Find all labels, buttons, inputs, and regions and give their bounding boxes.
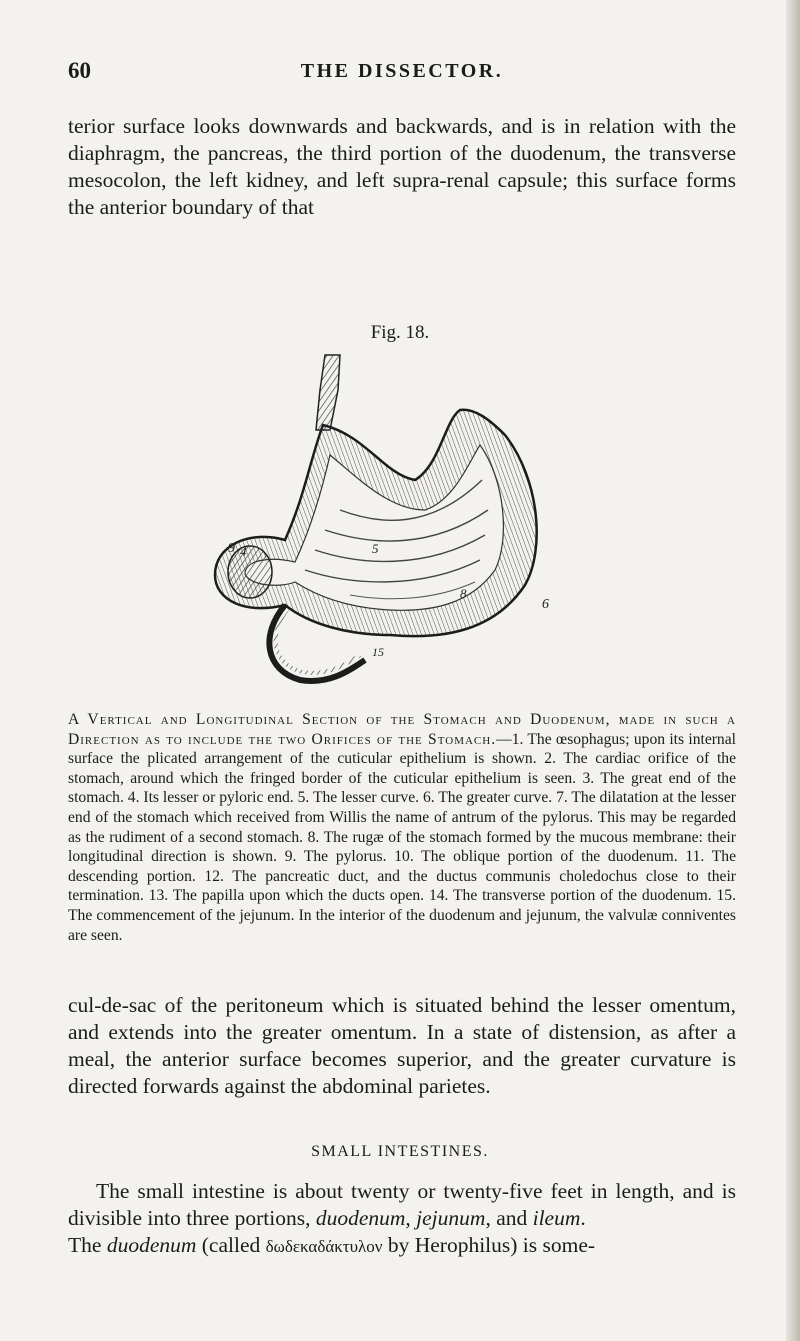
paragraph-top: terior surface looks downwards and backwards, and is in relation with the diaphragm, the pancreas, the third portion of the duodenum, the transverse mesocolon, the left kidney, and left supra-renal capsule; this surface forms the anterior boundary of that [68, 114, 736, 219]
callout-4: 4 [240, 544, 247, 559]
page-edge [786, 0, 800, 1341]
term-duodenum: duodenum [315, 1206, 406, 1230]
callout-15: 15 [372, 645, 384, 659]
paragraph-bottom: cul-de-sac of the peritoneum which is situated behind the lesser omentum, and extends into the greater omentum. In a state of distension, as after a meal, the anterior surface becomes superior, and the greater curvature is directed forwards against the abdominal parietes. [68, 993, 736, 1098]
callout-5: 5 [372, 541, 379, 556]
figure-label: Fig. 18. [370, 322, 430, 343]
running-head: THE DISSECTOR. [300, 60, 504, 82]
page-number: 60 [68, 58, 91, 83]
term-jejunum: jejunum [416, 1206, 486, 1230]
figure-caption [68, 710, 736, 945]
callout-8: 8 [460, 586, 467, 601]
page-header [68, 58, 736, 88]
greek-word: δωδεκαδάκτυλον [265, 1237, 383, 1256]
term-ileum: ileum [532, 1206, 581, 1230]
callout-9: 9 [228, 541, 235, 556]
section-heading: SMALL INTESTINES. [311, 1143, 489, 1160]
term-duodenum-2: duodenum [106, 1233, 197, 1257]
caption-title: A Vertical and Longitudinal Section of the Stomach and Duodenum, made in such a Direction as to include the two Orifices of the Stomach. [68, 711, 736, 748]
stomach-section-illustration [190, 350, 610, 710]
caption-text: —1. The œsophagus; upon its internal surface the plicated arrangement of the cuticular epithelium is shown. 2. The cardiac orifice of the stomach, around which the fringed border of the cuticular epithelium is seen. 3. The great end of the stomach. 4. Its lesser or pyloric end. 5. The lesser curve. 6. The greater curve. 7. The dilatation at the lesser end of the stomach which received from Willis the name of antrum of the pylorus. This may be regarded as the rudiment of a second stomach. 8. The rugæ of the stomach formed by the mucous membrane: their longitudinal direction is shown. 9. The pylorus. 10. The oblique portion of the duodenum. 11. The descending portion. 12. The pancreatic duct, and the ductus communis choledochus close to their termination. 13. The papilla upon which the ducts open. 14. The transverse portion of the duodenum. 15. The commencement of the jejunum. In the interior of the duodenum and jejunum, the valvulæ conniventes are seen. [68, 730, 736, 944]
paragraph-small-intestine: The small intestine is about twenty or twenty-five feet in length, and is divisible into three portions, duodenum, jejunum, and ileum. The duodenum (called δωδεκαδάκτυλον by Herophilus) is some- [68, 1179, 736, 1257]
callout-6: 6 [542, 597, 549, 612]
